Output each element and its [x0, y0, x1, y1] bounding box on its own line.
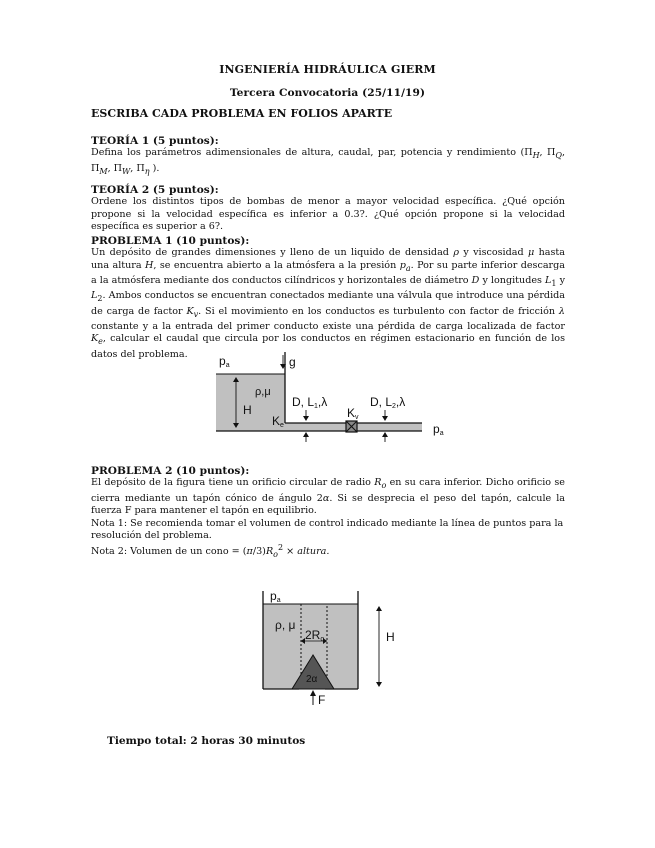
- problema-1-heading: PROBLEMA 1 (10 puntos):: [91, 235, 250, 247]
- rho-mu-label: ρ,μ: [255, 386, 271, 398]
- ke-label: Ke: [272, 414, 284, 429]
- H-label: H: [386, 630, 395, 644]
- problema-2-text: El depósito de la figura tiene un orificio circular de radio $R_o$ en su cara inferior. Dicho orificio se cierra mediante un tapón cónico de ángulo 2α. Si se desprecia el peso del tapón, calcule la fuerza F para mantener el tapón en equilibrio.: [91, 477, 565, 517]
- pipe1-label: D, L1,λ: [292, 395, 328, 410]
- session-subtitle: Tercera Convocatoria (25/11/19): [229, 87, 426, 99]
- problema-1: [91, 235, 565, 361]
- angle-label: 2α: [306, 674, 318, 685]
- H-label: H: [243, 403, 252, 417]
- g-label: g: [289, 355, 296, 369]
- F-label: F: [318, 693, 326, 707]
- pa-label: pa: [270, 589, 281, 604]
- pa-right-label: pa: [433, 422, 444, 437]
- instruction: ESCRIBA CADA PROBLEMA EN FOLIOS APARTE: [91, 107, 393, 120]
- nota-1: Nota 1: Se recomienda tomar el volumen de control indicado mediante la línea de puntos para la resolución del problema.: [91, 517, 564, 541]
- course-title: INGENIERÍA HIDRÁULICA GIERM: [219, 63, 436, 76]
- 2Ro-label: 2Ro: [305, 628, 325, 643]
- kv-label: Kv: [347, 406, 359, 421]
- teoria-1: [91, 135, 565, 178]
- teoria-1-heading: TEORÍA 1 (5 puntos):: [91, 135, 219, 147]
- teoria-2: [91, 184, 565, 234]
- rho-mu-label: ρ, μ: [275, 618, 296, 632]
- nota-2: Nota 2: Volumen de un cono = $(\pi/3)R_o^2$ × altura.: [91, 543, 330, 560]
- problema-1-figure: [205, 350, 455, 445]
- total-time: Tiempo total: 2 horas 30 minutos: [107, 735, 306, 747]
- teoria-1-text: Defina los parámetros adimensionales de altura, caudal, par, potencia y rendimiento ($\Pi_H$, $\Pi_Q$, $\Pi_M$, $\Pi_W$, $\Pi_\eta$ ).: [91, 147, 565, 176]
- pa-left-label: pa: [219, 354, 230, 369]
- teoria-2-text: Ordene los distintos tipos de bombas de menor a mayor velocidad específica. ¿Qué opción propone si la velocidad específica es inferior a 0.3?. ¿Qué opción propone si la velocidad específica es superior a 6?.: [91, 196, 565, 233]
- pipe2-label: D, L2,λ: [370, 395, 406, 410]
- problema-1-text: Un depósito de grandes dimensiones y lleno de un liquido de densidad ρ y viscosidad μ hasta una altura H, se encuentra abierto a la atmósfera a la presión $p_a$. Por su parte inferior descarga a la atmósfera mediante dos conductos cilíndricos y horizontales de diámetro D y longitudes $L_1$ y $L_2$. Ambos conductos se encuentran conectados mediante una válvula que introduce una pérdida de carga de factor $K_v$. Si el movimiento en los conductos es turbulento con factor de fricción λ constante y a la entrada del primer conducto existe una pérdida de carga localizada de factor $K_e$, calcular el caudal que circula por los conductos en régimen estacionario en función de los datos del problema.: [91, 247, 566, 360]
- footer: [107, 735, 581, 747]
- teoria-2-heading: TEORÍA 2 (5 puntos):: [91, 184, 219, 196]
- problema-2: [91, 465, 565, 562]
- problema-2-figure: [255, 585, 405, 715]
- problema-2-heading: PROBLEMA 2 (10 puntos):: [91, 465, 250, 477]
